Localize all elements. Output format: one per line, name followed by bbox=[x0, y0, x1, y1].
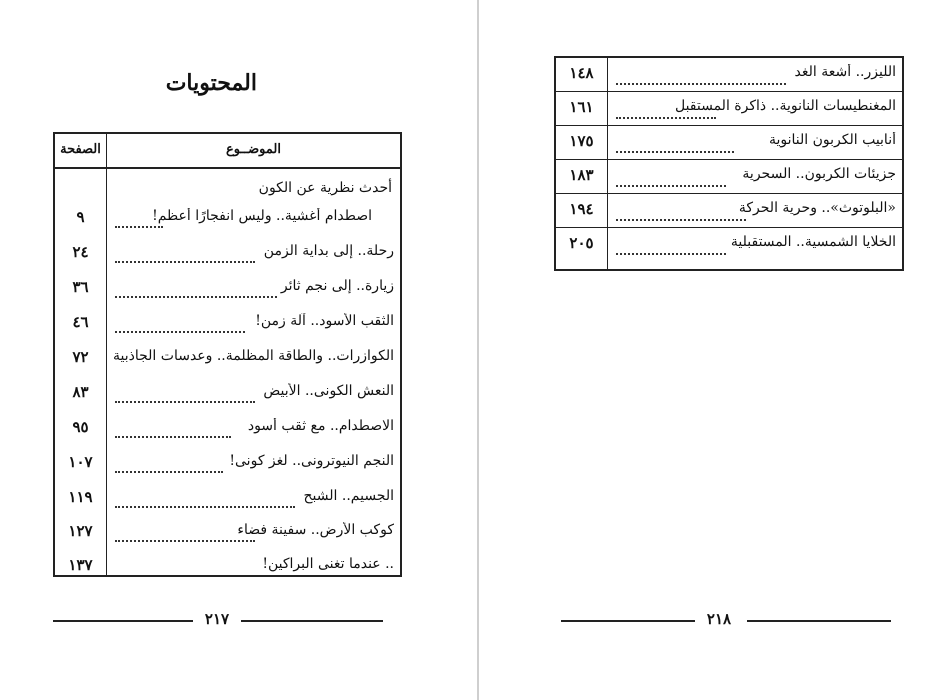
page-number: ٢١٧ bbox=[204, 610, 230, 628]
table-row bbox=[55, 379, 400, 409]
topic-cell: «البلوتوث».. وحرية الحركة bbox=[738, 200, 896, 216]
table-row bbox=[55, 239, 400, 269]
table-row bbox=[556, 60, 902, 92]
table-row bbox=[556, 162, 902, 194]
topic-cell: اصطدام أغشية.. وليس انفجارًا أعظم! bbox=[152, 208, 372, 224]
leader-dots bbox=[115, 506, 295, 508]
header-topic-column: الموضــوع bbox=[226, 142, 281, 157]
topic-cell: المغنطيسات النانوية.. ذاكرة المستقبل bbox=[674, 98, 896, 114]
leader-dots bbox=[115, 471, 223, 473]
leader-dots bbox=[115, 436, 231, 438]
page-number-cell: ١٦١ bbox=[569, 98, 594, 116]
section-heading: أحدث نظرية عن الكون bbox=[258, 180, 392, 196]
page-number-cell: ٧٢ bbox=[72, 348, 89, 366]
topic-cell: النعش الكونى.. الأبيض bbox=[263, 383, 394, 399]
topic-cell: الخلايا الشمسية.. المستقبلية bbox=[730, 234, 896, 250]
leader-dots bbox=[616, 185, 726, 187]
topic-cell: الجسيم.. الشبح bbox=[303, 488, 394, 504]
page-number-cell: ٣٦ bbox=[72, 278, 89, 296]
topic-cell: النجم النيوترونى.. لغز كونى! bbox=[229, 453, 394, 469]
leader-dots bbox=[616, 117, 716, 119]
table-row bbox=[556, 94, 902, 126]
page-number-cell: ١٨٣ bbox=[569, 166, 594, 184]
page-number-cell: ٩٥ bbox=[72, 418, 89, 436]
topic-cell: .. عندما تغنى البراكين! bbox=[262, 556, 394, 572]
leader-dots bbox=[115, 331, 245, 333]
topic-cell: الليزر.. أشعة الغد bbox=[794, 64, 896, 80]
page-number-cell: ١٣٧ bbox=[68, 556, 93, 574]
table-row bbox=[55, 204, 400, 234]
table-row bbox=[556, 196, 902, 228]
table-row bbox=[55, 449, 400, 479]
table-row bbox=[55, 552, 400, 582]
topic-cell: رحلة.. إلى بداية الزمن bbox=[263, 243, 394, 259]
footer-rule bbox=[53, 620, 193, 622]
page-number-cell: ٤٦ bbox=[72, 313, 89, 331]
topic-cell: الاصطدام.. مع ثقب أسود bbox=[247, 418, 394, 434]
topic-cell: كوكب الأرض.. سفينة فضاء bbox=[237, 522, 394, 538]
leader-dots bbox=[115, 540, 255, 542]
page-number-cell: ١٢٧ bbox=[68, 522, 93, 540]
page-number-cell: ٢٠٥ bbox=[569, 234, 594, 252]
table-row bbox=[556, 128, 902, 160]
page-number-cell: ٩ bbox=[76, 208, 85, 226]
topic-cell: الكوازرات.. والطاقة المظلمة.. وعدسات الجاذبية bbox=[113, 348, 394, 364]
page-footer bbox=[561, 610, 891, 630]
leader-dots bbox=[616, 253, 726, 255]
page-number-cell: ١٤٨ bbox=[569, 64, 594, 82]
topic-cell: جزيئات الكربون.. السحرية bbox=[742, 166, 896, 182]
leader-dots bbox=[115, 226, 163, 228]
right-page bbox=[479, 0, 950, 700]
table-row bbox=[55, 309, 400, 339]
page-title: المحتويات bbox=[165, 70, 257, 96]
footer-rule bbox=[747, 620, 891, 622]
table-header bbox=[55, 134, 400, 169]
page-number-cell: ١٠٧ bbox=[68, 453, 93, 471]
leader-dots bbox=[616, 83, 786, 85]
page-number: ٢١٨ bbox=[706, 610, 732, 628]
table-row bbox=[55, 414, 400, 444]
leader-dots bbox=[115, 401, 255, 403]
page-number-cell: ١٧٥ bbox=[569, 132, 594, 150]
topic-cell: الثقب الأسود.. آلة زمن! bbox=[255, 313, 394, 329]
leader-dots bbox=[616, 219, 746, 221]
table-row bbox=[55, 274, 400, 304]
leader-dots bbox=[616, 151, 734, 153]
leader-dots bbox=[115, 261, 255, 263]
contents-table-continued bbox=[554, 56, 904, 271]
footer-rule bbox=[561, 620, 695, 622]
table-row bbox=[556, 230, 902, 261]
table-row bbox=[55, 518, 400, 548]
contents-table bbox=[53, 132, 402, 577]
topic-cell: أنابيب الكربون النانوية bbox=[768, 132, 896, 148]
page-number-cell: ١٩٤ bbox=[569, 200, 594, 218]
page-number-cell: ١١٩ bbox=[68, 488, 93, 506]
leader-dots bbox=[115, 296, 277, 298]
header-page-column: الصفحة bbox=[60, 142, 101, 157]
footer-rule bbox=[241, 620, 383, 622]
page-footer bbox=[53, 610, 383, 630]
table-row bbox=[55, 344, 400, 374]
page-number-cell: ٢٤ bbox=[72, 243, 89, 261]
page-number-cell: ٨٣ bbox=[72, 383, 89, 401]
table-row bbox=[55, 484, 400, 514]
topic-cell: زيارة.. إلى نجم ثائر bbox=[280, 278, 394, 294]
